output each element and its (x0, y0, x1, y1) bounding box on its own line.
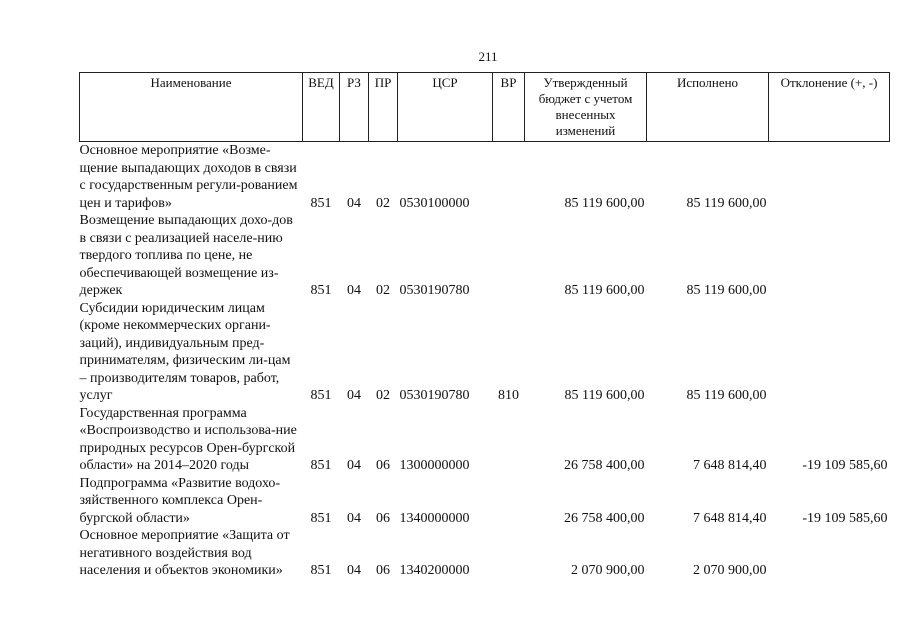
row-ved: 851 (310, 388, 332, 403)
row-rz: 04 (347, 458, 361, 473)
row-vr: 810 (498, 388, 519, 403)
row-rz: 04 (347, 510, 361, 526)
row-csr: 0530100000 (399, 195, 470, 211)
row-name: Подпрограмма «Развитие водохо-зяйственного комплекса Орен-бургской области» (79, 475, 281, 526)
table-row (80, 527, 890, 580)
row-pr: 02 (376, 283, 390, 298)
row-approved: 85 119 600,00 (564, 195, 645, 211)
row-rz: 04 (347, 283, 361, 298)
row-ved: 851 (310, 283, 332, 298)
row-deviation (769, 300, 890, 405)
row-name: Возмещение выпадающих дохо-дов в связи с реализацией населе-нию твердого топлива по цене, не обеспечивающей возмещение из-держек (79, 213, 293, 298)
row-ved: 851 (310, 510, 332, 526)
row-pr: 06 (376, 563, 390, 578)
row-executed: 7 648 814,40 (693, 510, 767, 526)
row-executed: 7 648 814,40 (693, 458, 767, 473)
row-vr (493, 212, 525, 300)
row-approved: 2 070 900,00 (571, 563, 645, 578)
col-header-ved: ВЕД (303, 73, 340, 142)
row-pr: 06 (376, 458, 390, 473)
row-rz: 04 (347, 388, 361, 403)
row-deviation (769, 527, 890, 580)
col-header-csr: ЦСР (398, 73, 493, 142)
row-name: Субсидии юридическим лицам (кроме некоммерческих органи-заций), индивидуальным пред-принимателям, физическим ли-цам – производителям товаров, работ, услуг (79, 300, 291, 403)
budget-table (79, 72, 890, 580)
row-pr: 02 (376, 388, 390, 403)
col-header-name: Наименование (80, 73, 303, 142)
row-approved: 85 119 600,00 (564, 388, 645, 403)
row-ved: 851 (310, 458, 332, 473)
row-ved: 851 (310, 195, 332, 211)
row-vr (493, 475, 525, 528)
col-header-approved: Утвержденный бюджет с учетом внесенных изменений (525, 73, 647, 142)
row-csr: 1340000000 (399, 510, 470, 526)
table-row (80, 405, 890, 475)
row-ved: 851 (310, 563, 332, 578)
table-row (80, 212, 890, 300)
row-deviation: -19 109 585,60 (802, 458, 888, 473)
row-csr: 0530190780 (399, 388, 470, 403)
page-number: 211 (478, 49, 498, 64)
row-deviation (769, 142, 890, 213)
col-header-deviation: Отклонение (+, -) (769, 73, 890, 142)
row-vr (493, 142, 525, 213)
row-vr (493, 527, 525, 580)
row-name: Основное мероприятие «Возме-щение выпадающих доходов в связи с государственным регули-рованием цен и тарифов» (79, 143, 298, 211)
row-approved: 26 758 400,00 (564, 458, 645, 473)
table-row (80, 475, 890, 528)
row-pr: 02 (376, 195, 390, 211)
row-executed: 85 119 600,00 (686, 283, 767, 298)
table-row (80, 142, 890, 213)
row-name: Основное мероприятие «Защита от негативного воздействия вод населения и объектов экономики» (79, 528, 290, 578)
row-executed: 2 070 900,00 (693, 563, 767, 578)
col-header-rz: РЗ (340, 73, 369, 142)
row-rz: 04 (347, 195, 361, 211)
row-csr: 1300000000 (399, 458, 470, 473)
row-deviation: -19 109 585,60 (802, 510, 888, 526)
row-executed: 85 119 600,00 (686, 388, 767, 403)
row-executed: 85 119 600,00 (686, 195, 767, 211)
row-approved: 26 758 400,00 (564, 510, 645, 526)
row-name: Государственная программа «Воспроизводство и использова-ние природных ресурсов Орен-бургской области» на 2014–2020 годы (79, 405, 297, 473)
row-approved: 85 119 600,00 (564, 283, 645, 298)
row-rz: 04 (347, 563, 361, 578)
col-header-executed: Исполнено (647, 73, 769, 142)
table-header-row (80, 73, 890, 142)
table-row (80, 300, 890, 405)
col-header-vr: ВР (493, 73, 525, 142)
row-csr: 1340200000 (399, 563, 470, 578)
row-deviation (769, 212, 890, 300)
col-header-pr: ПР (369, 73, 398, 142)
row-pr: 06 (376, 510, 390, 526)
row-vr (493, 405, 525, 475)
row-csr: 0530190780 (399, 283, 470, 298)
